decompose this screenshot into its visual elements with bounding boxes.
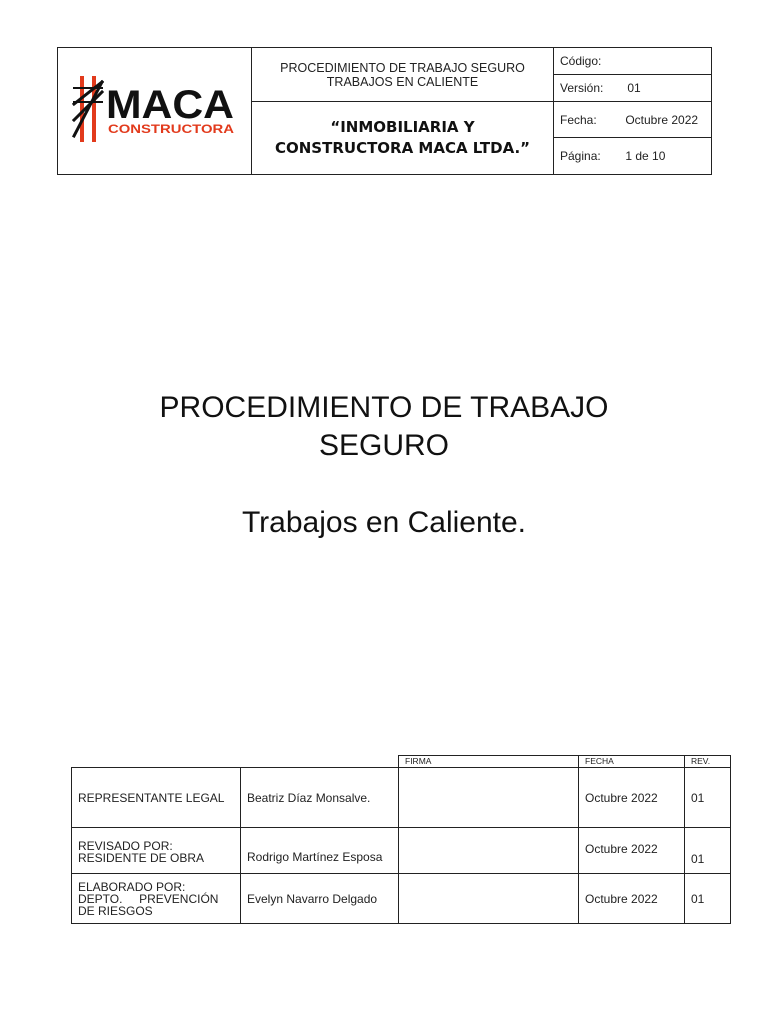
fecha-cell: Octubre 2022: [579, 828, 685, 874]
fecha-cell: Octubre 2022: [579, 768, 685, 828]
table-row: [72, 768, 731, 828]
title-line2: SEGURO: [318, 429, 450, 462]
pagina-value: 1 de 10: [625, 149, 666, 163]
firma-cell: [399, 874, 579, 924]
company-line1: “INMOBILIARIA Y: [330, 118, 475, 136]
pagina-label: Página:: [560, 149, 601, 163]
document-title-cell: [252, 48, 554, 102]
name-cell: Rodrigo Martínez Esposa: [241, 828, 399, 874]
table-row: [72, 828, 731, 874]
company-line2: CONSTRUCTORA MACA LTDA.”: [274, 139, 531, 157]
col-header-firma: FIRMA: [399, 756, 579, 768]
fecha-label: Fecha:: [560, 112, 597, 127]
role-line3: DE RIESGOS: [78, 903, 153, 918]
signature-table-header: [72, 756, 731, 768]
name-cell: Beatriz Díaz Monsalve.: [241, 768, 399, 828]
rev-cell: 01: [685, 768, 731, 828]
table-row: [72, 874, 731, 924]
rev-cell: 01: [685, 828, 731, 874]
role-line1: REVISADO POR:: [78, 838, 173, 853]
codigo-cell: [554, 48, 712, 75]
fecha-cell: Octubre 2022: [579, 874, 685, 924]
codigo-label: Código:: [560, 54, 602, 68]
document-header: [57, 47, 712, 175]
role-cell: [72, 768, 241, 828]
role-line1: ELABORADO POR:: [78, 879, 186, 894]
page-subtitle: Trabajos en Caliente.: [241, 506, 527, 539]
company-name-cell: [252, 102, 554, 175]
firma-cell: [399, 768, 579, 828]
role-line2: DEPTO. PREVENCIÓN: [78, 891, 219, 906]
title-line1: PROCEDIMIENTO DE TRABAJO: [159, 391, 609, 424]
role-line1: REPRESENTANTE LEGAL: [78, 790, 225, 805]
fecha-cell: [554, 102, 712, 138]
pagina-cell: [554, 138, 712, 175]
page-title: [84, 389, 684, 465]
role-cell: [72, 828, 241, 874]
signature-table: [71, 755, 731, 924]
rev-cell: 01: [685, 874, 731, 924]
logo-word: MACA: [105, 82, 234, 127]
logo-cell: [58, 48, 252, 175]
firma-cell: [399, 828, 579, 874]
version-label: Versión:: [560, 81, 604, 95]
name-cell: Evelyn Navarro Delgado: [241, 874, 399, 924]
fecha-value: Octubre 2022: [625, 112, 699, 127]
scaffold-mark-icon: [74, 78, 102, 140]
version-value: 01: [627, 81, 641, 95]
version-cell: [554, 75, 712, 102]
logo-subword: CONSTRUCTORA: [107, 123, 234, 136]
col-header-fecha: FECHA: [579, 756, 685, 768]
doc-title-line1: PROCEDIMIENTO DE TRABAJO SEGURO: [280, 60, 525, 75]
role-line2: RESIDENTE DE OBRA: [78, 850, 205, 865]
col-header-rev: REV.: [685, 756, 731, 768]
maca-constructora-logo: [72, 76, 238, 142]
doc-title-line2: TRABAJOS EN CALIENTE: [326, 74, 479, 89]
role-cell: [72, 874, 241, 924]
